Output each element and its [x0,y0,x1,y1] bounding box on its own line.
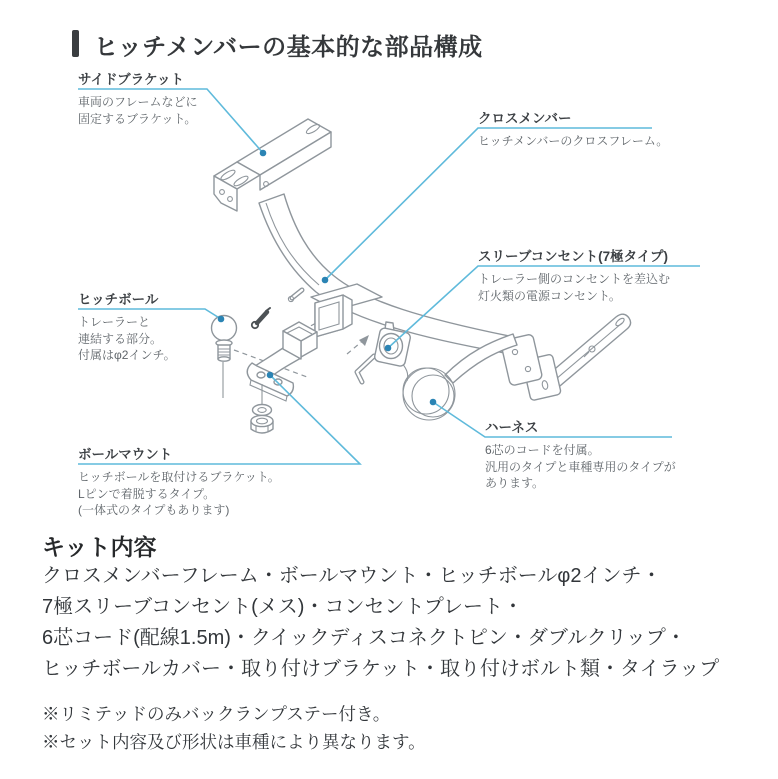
part-desc-line: トレーラー側のコンセントを差込む [478,272,671,286]
clip-pin-drawing [288,290,302,302]
leader-dot [430,399,437,406]
part-desc-line: 灯火類の電源コンセント。 [478,288,621,303]
label-harness [485,420,676,492]
nut-drawing [251,415,273,433]
part-desc-line: ヒッチメンバーのクロスフレーム。 [478,134,669,148]
leader-dot [322,277,329,284]
ball-mount-drawing [247,322,317,401]
label-hitch-ball [78,292,176,364]
part-desc-line: 固定するブラケット。 [78,111,197,126]
part-desc-line: 付属はφ2インチ。 [78,348,176,362]
label-sleeve-outlet [478,249,670,304]
part-label: クロスメンバー [478,111,572,126]
part-label: ヒッチボール [78,292,159,307]
kit-line: クロスメンバーフレーム・ボールマウント・ヒッチボールφ2インチ・ [42,565,662,587]
leader-dot [218,316,225,323]
part-desc-line: あります。 [485,476,545,490]
washer-drawing [253,405,272,416]
part-desc-line: 6芯のコードを付属。 [485,443,600,457]
side-bracket-drawing [214,119,331,211]
part-desc-line: 車両のフレームなどに [78,95,198,109]
kit-heading: キット内容 [42,534,157,560]
kit-contents [42,561,719,685]
part-desc-line: トレーラーと [78,315,151,329]
label-side-bracket [78,72,198,127]
kit-line: 6芯コード(配線1.5m)・クイックディスコネクトピン・ダブルクリップ・ [42,627,686,649]
footnotes [42,700,426,756]
part-label: スリーブコンセント(7極タイプ) [478,249,668,264]
kit-line: ヒッチボールカバー・取り付けブラケット・取り付けボルト類・タイラップ [42,658,720,680]
leader-dot [267,372,274,379]
part-desc-line: ヒッチボールを取付けるブラケット。 [78,470,280,484]
part-desc-line: 連結する部分。 [78,331,163,346]
part-desc-line: (一体式のタイプもあります) [78,503,230,517]
leader-dot [385,345,392,352]
harness-drawing [399,334,517,420]
page-title: ヒッチメンバーの基本的な部品構成 [94,34,483,61]
part-label: ハーネス [485,420,539,435]
label-cross-member [478,111,668,150]
part-desc-line: Lピンで着脱するタイプ。 [78,486,216,501]
label-ball-mount [78,447,280,519]
note-line: ※リミテッドのみバックランプステー付き。 [42,704,391,724]
part-label: ボールマウント [78,447,173,462]
part-desc-line: 汎用のタイプと車種専用のタイプが [485,459,676,474]
right-side-bracket-drawing [500,314,630,401]
quick-disconnect-pin-drawing [252,308,270,328]
l-pin-drawing [357,356,374,382]
hitch-ball-drawing [212,316,237,362]
kit-line: 7極スリーブコンセント(メス)・コンセントプレート・ [42,596,524,618]
leader-dot [260,150,267,157]
part-label: サイドブラケット [78,72,184,87]
note-line: ※セット内容及び形状は車種により異なります。 [42,732,426,752]
